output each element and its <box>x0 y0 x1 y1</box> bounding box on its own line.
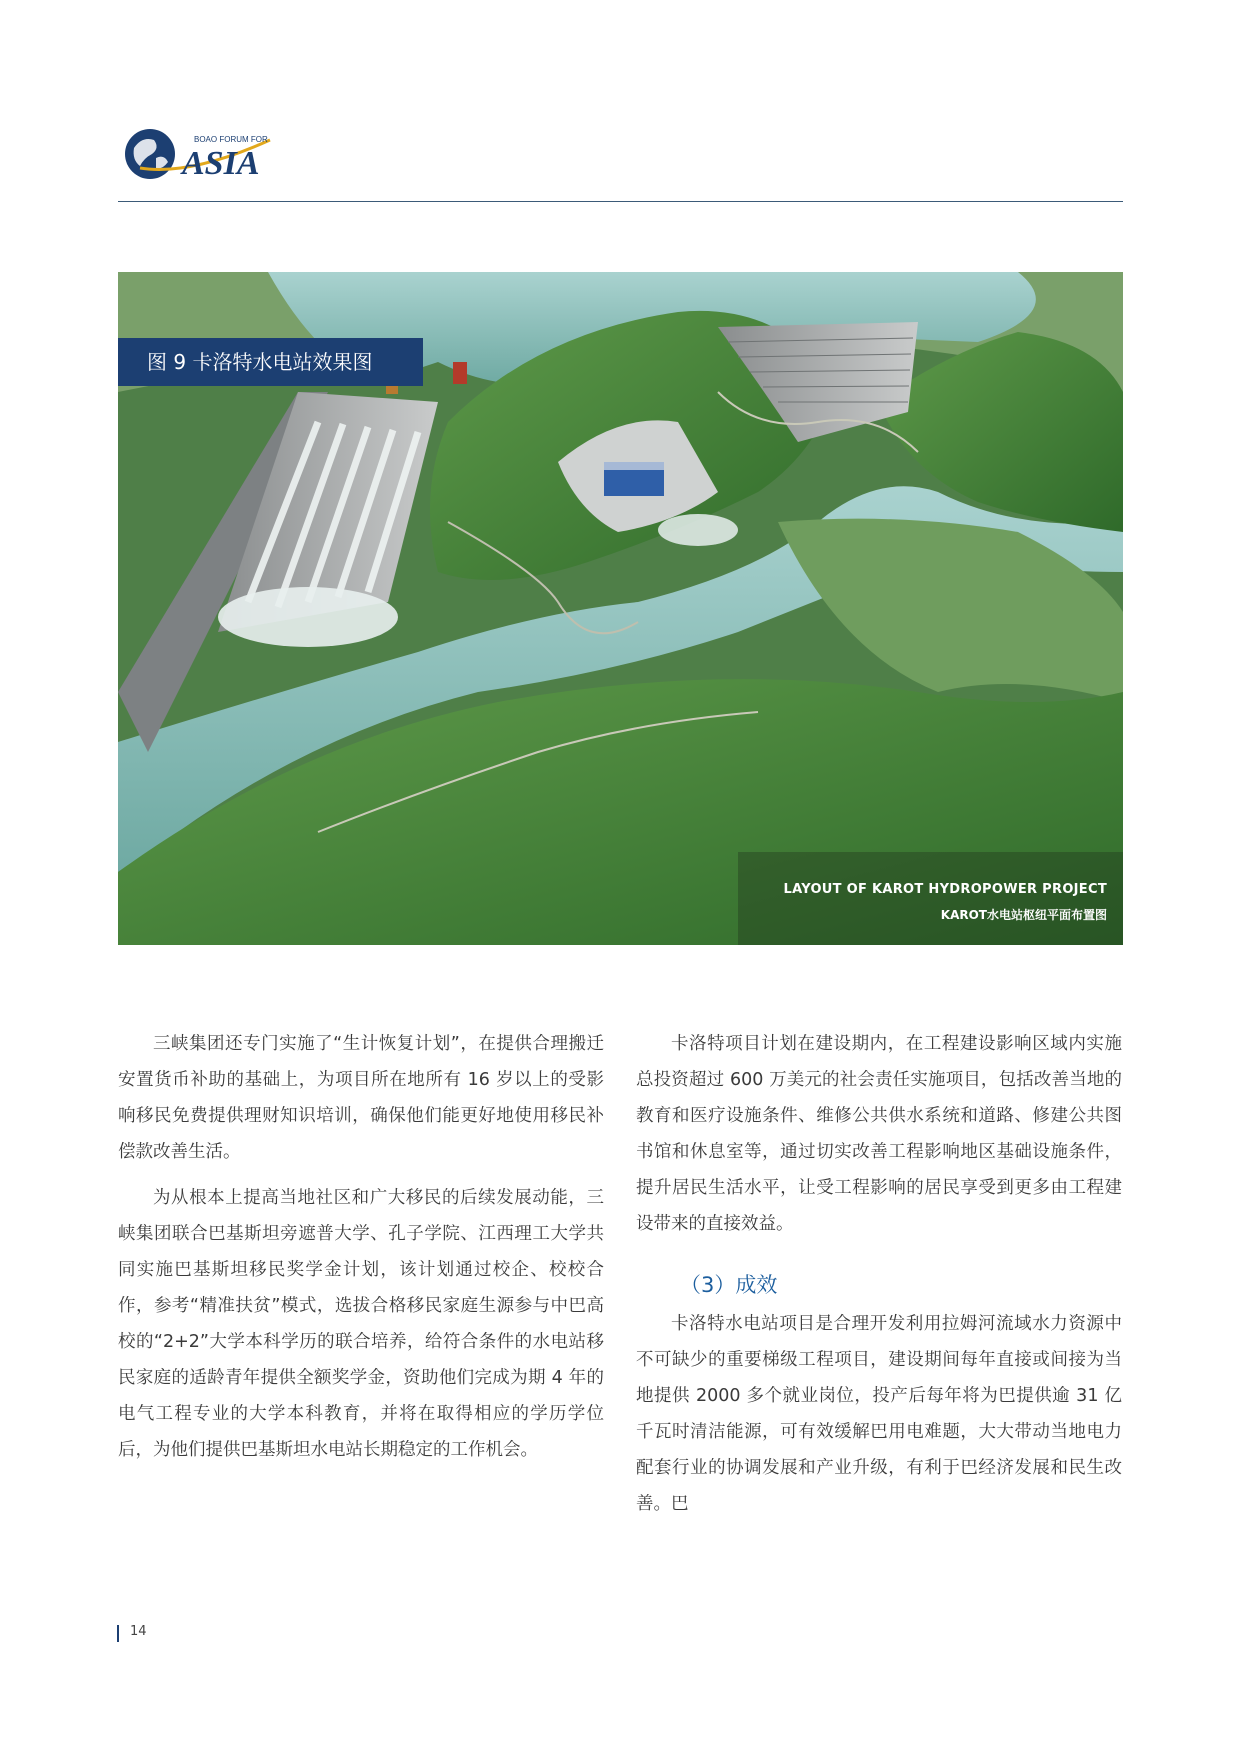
karot-rendering-photo <box>118 272 1123 945</box>
paragraph: 为从根本上提高当地社区和广大移民的后续发展动能，三峡集团联合巴基斯坦旁遮普大学、孔子学院、江西理工大学共同实施巴基斯坦移民奖学金计划，该计划通过校企、校校合作，参考“精准扶贫”模式，选拔合格移民家庭生源参与中巴高校的“2+2”大学本科学历的联合培养，给符合条件的水电站移民家庭的适龄青年提供全额奖学金，资助他们完成为期 4 年的电气工程专业的大学本科教育，并将在取得相应的学历学位后，为他们提供巴基斯坦水电站长期稳定的工作机会。 <box>118 1188 604 1460</box>
paragraph: 三峡集团还专门实施了“生计恢复计划”，在提供合理搬迁安置货币补助的基础上，为项目所在地所有 16 岁以上的受影响移民免费提供理财知识培训，确保他们能更好地使用移民补偿款改善生活。 <box>118 1034 604 1162</box>
logo-small-text: BOAO FORUM FOR <box>194 135 268 144</box>
boao-forum-logo <box>120 118 300 188</box>
section-heading: （3）成效 <box>680 1273 778 1297</box>
page-number: 14 <box>130 1624 147 1639</box>
right-column <box>636 1026 1122 1532</box>
paragraph: 卡洛特项目计划在建设期内，在工程建设影响区域内实施总投资超过 600 万美元的社会责任实施项目，包括改善当地的教育和医疗设施条件、维修公共供水系统和道路、修建公共图书馆和休息室等，通过切实改善工程影响地区基础设施条件，提升居民生活水平，让受工程影响的居民享受到更多由工程建设带来的直接效益。 <box>636 1034 1122 1234</box>
paragraph: 卡洛特水电站项目是合理开发利用拉姆河流域水力资源中不可缺少的重要梯级工程项目，建设期间每年直接或间接为当地提供 2000 多个就业岗位，投产后每年将为巴提供逾 31 亿千瓦时清洁能源，可有效缓解巴用电难题，大大带动当地电力配套行业的协调发展和产业升级，有利于巴经济发展和民生改善。巴 <box>636 1314 1122 1514</box>
figure-caption-zh: KAROT水电站枢纽平面布置图 <box>940 908 1107 922</box>
figure-caption-en: LAYOUT OF KAROT HYDROPOWER PROJECT <box>783 882 1107 897</box>
footer-bar <box>117 1625 119 1642</box>
logo-main-text: ASIA <box>182 145 260 182</box>
header-rule <box>118 201 1123 202</box>
left-column <box>118 1026 604 1478</box>
figure-label: 图 9 卡洛特水电站效果图 <box>118 338 423 386</box>
